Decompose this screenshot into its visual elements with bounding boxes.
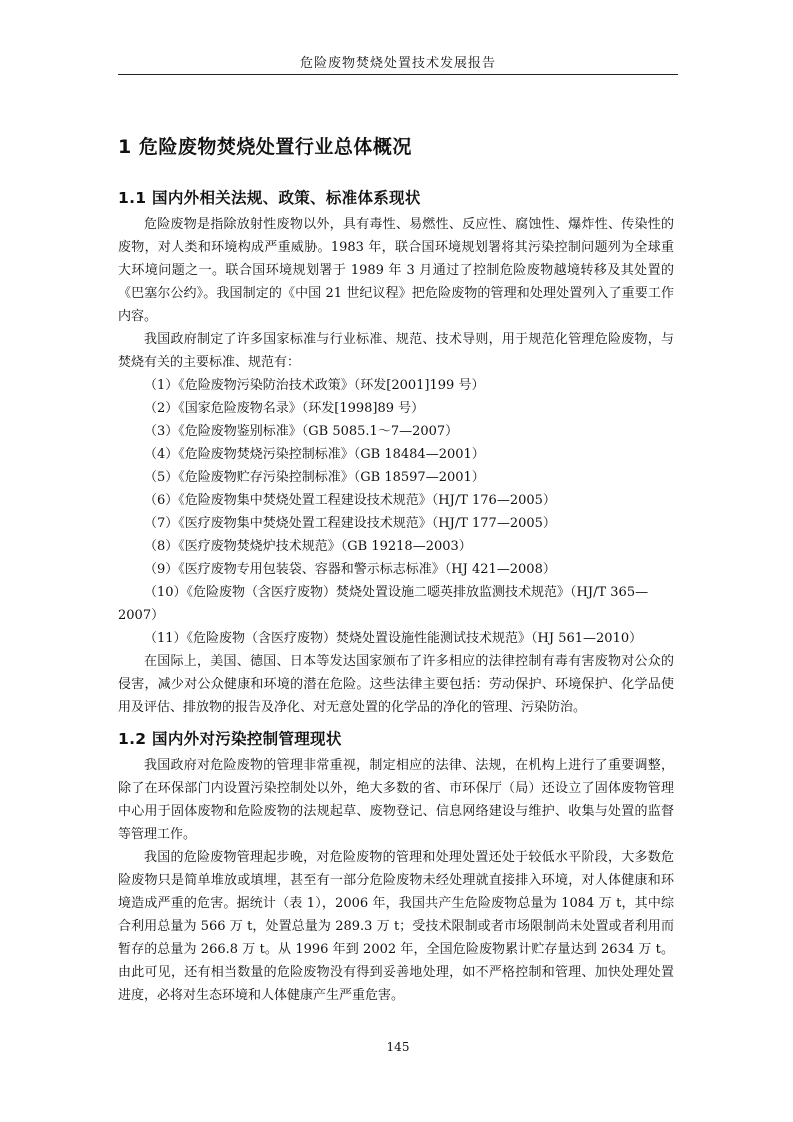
header-rule xyxy=(118,74,678,75)
paragraph: 我国政府制定了许多国家标准与行业标准、规范、技术导则，用于规范化管理危险废物，与焚烧有关的主要标准、规范有： xyxy=(118,332,674,370)
page-content xyxy=(118,132,674,1007)
paragraph: 我国的危险废物管理起步晚，对危险废物的管理和处理处置还处于较低水平阶段，大多数危险废物只是简单堆放或填埋，甚至有一部分危险废物未经处理就直接排入环境，对人体健康和环境造成严重的危害。据统计（表 1），2006 年，我国共产生危险废物总量为 1084 万 t，其中综合利用总量为 566 万 t，处置总量为 289.3 万 t；受技术限制或者市场限制尚未处置或者利用而暂存的总量为 266.8 万 t。从 1996 年到 2002 年，全国危险废物累计贮存量达到 2634 万 t。由此可见，还有相当数量的危险废物没有得到妥善地处理，如不严格控制和管理、加快处理处置进度，必将对生态环境和人体健康产生严重危害。 xyxy=(118,850,674,1003)
section-title-1-2: 1.2 国内外对污染控制管理现状 xyxy=(118,730,342,748)
list-item: （7）《医疗废物集中焚烧处置工程建设技术规范》（HJ/T 177—2005） xyxy=(144,516,556,531)
list-item: （10）《危险废物（含医疗废物）焚烧处置设施二噁英排放监测技术规范》（HJ/T 365—2007） xyxy=(118,585,649,623)
list-item: （8）《医疗废物焚烧炉技术规范》（GB 19218—2003） xyxy=(144,539,472,554)
list-item: （3）《危险废物鉴别标准》（GB 5085.1～7—2007） xyxy=(144,424,459,439)
paragraph: 危险废物是指除放射性废物以外，具有毒性、易燃性、反应性、腐蚀性、爆炸性、传染性的废物，对人类和环境构成严重威胁。1983 年，联合国环境规划署将其污染控制问题列为全球重大环境问题之一。联合国环境规划署于 1989 年 3 月通过了控制危险废物越境转移及其处置的《巴塞尔公约》。我国制定的《中国 21 世纪议程》把危险废物的管理和处理处置列入了重要工作内容。 xyxy=(118,217,674,324)
chapter-title: 1 危险废物焚烧处置行业总体概况 xyxy=(118,136,412,158)
list-item: （1）《危险废物污染防治技术政策》（环发[2001]199 号） xyxy=(144,378,485,393)
list-item: （5）《危险废物贮存污染控制标准》（GB 18597—2001） xyxy=(144,470,485,485)
standards-list xyxy=(118,374,674,650)
list-item: （4）《危险废物焚烧污染控制标准》（GB 18484—2001） xyxy=(144,447,485,462)
running-header: 危险废物焚烧处置技术发展报告 xyxy=(299,56,496,71)
section-title-1-1: 1.1 国内外相关法规、政策、标准体系现状 xyxy=(118,189,421,207)
page-number: 145 xyxy=(386,1040,410,1054)
list-item: （2）《国家危险废物名录》（环发[1998]89 号） xyxy=(144,401,425,416)
list-item: （9）《医疗废物专用包装袋、容器和警示标志标准》（HJ 421—2008） xyxy=(144,562,556,577)
paragraph: 在国际上，美国、德国、日本等发达国家颁布了许多相应的法律控制有毒有害废物对公众的侵害，减少对公众健康和环境的潜在危险。这些法律主要包括：劳动保护、环境保护、化学品使用及评估、排放物的报告及净化、对无意处置的化学品的净化的管理、污染防治。 xyxy=(118,654,674,715)
list-item: （11）《危险废物（含医疗废物）焚烧处置设施性能测试技术规范》（HJ 561—2010） xyxy=(144,631,643,646)
paragraph: 我国政府对危险废物的管理非常重视，制定相应的法律、法规，在机构上进行了重要调整，除了在环保部门内设置污染控制处以外，绝大多数的省、市环保厅（局）还设立了固体废物管理中心用于固体废物和危险废物的法规起草、废物登记、信息网络建设与维护、收集与处置的监督等管理工作。 xyxy=(118,758,674,842)
list-item: （6）《危险废物集中焚烧处置工程建设技术规范》（HJ/T 176—2005） xyxy=(144,493,556,508)
